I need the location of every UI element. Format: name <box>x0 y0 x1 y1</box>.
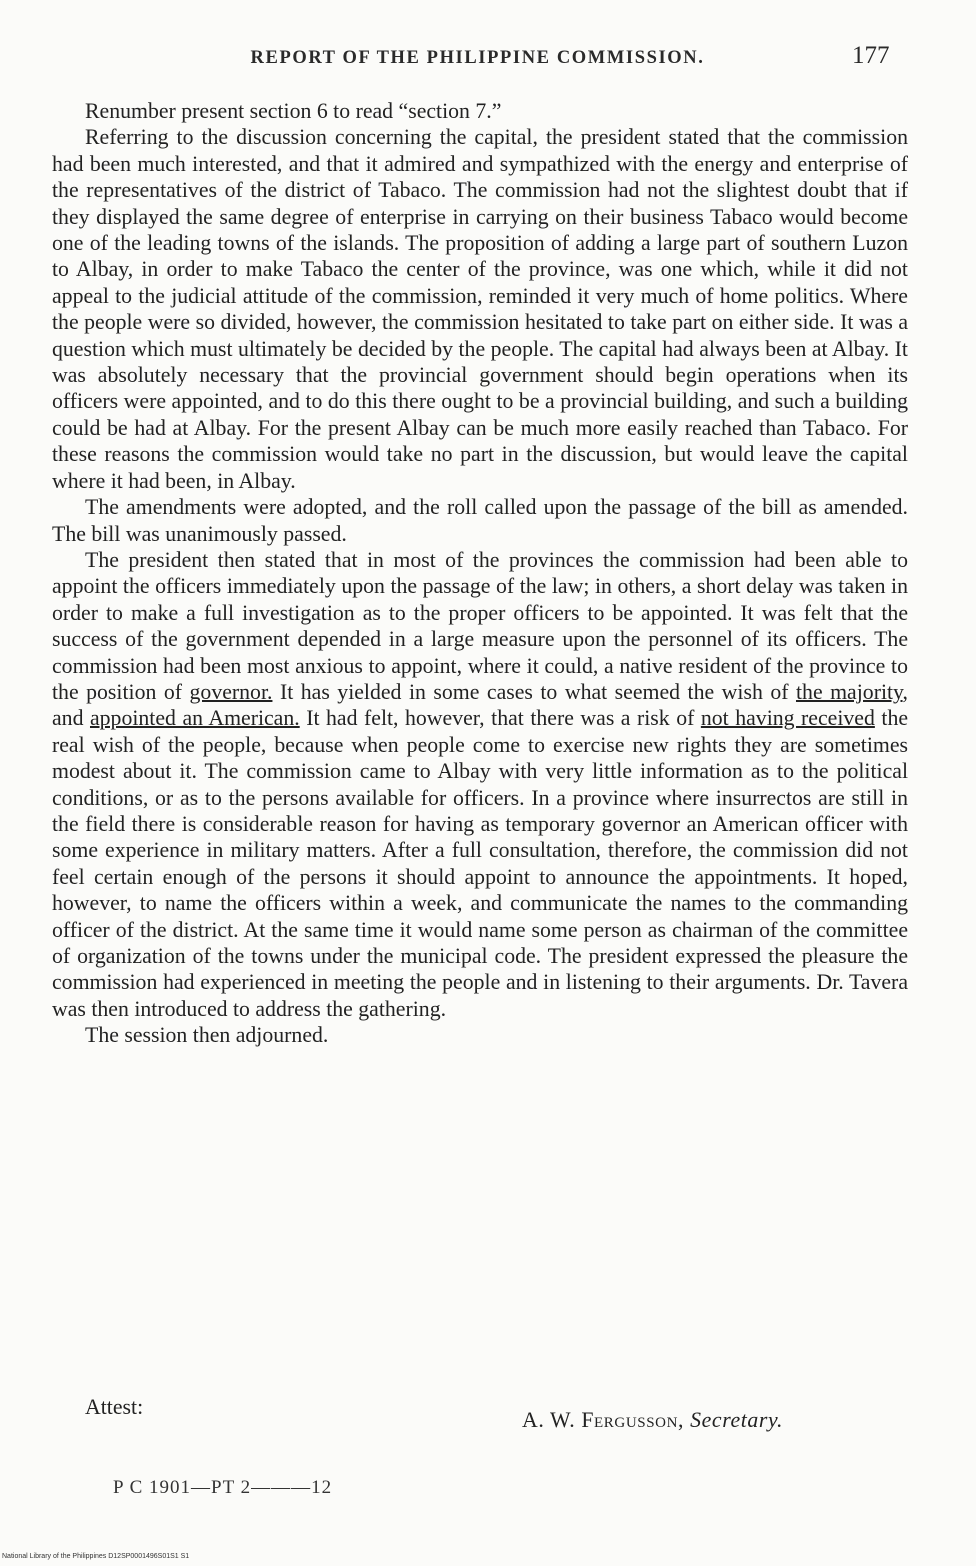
paragraph-president-text-3: , and <box>52 679 908 731</box>
library-footer: National Library of the Philippines D12SP0001496S01S1 S1 <box>2 1553 190 1560</box>
underlined-governor: governor. <box>189 679 273 704</box>
page-number: 177 <box>852 42 890 69</box>
paragraph-president <box>52 547 908 1022</box>
paragraph-president-text-1: The president then stated that in most of the provinces the commission had been able to appoint the officers immediately upon the passage of the law; in others, a short delay was taken in order to make a full investigation as to the proper officers to be appointed. It was felt that the success of the government depended in a large measure upon the personnel of its officers. The commission had been most anxious to appoint, where it could, a native resident of the province to the position of <box>52 547 908 704</box>
running-title: REPORT OF THE PHILIPPINE COMMISSION. <box>250 48 705 68</box>
printer-signature-mark: P C 1901—PT 2———12 <box>113 1477 333 1498</box>
paragraph-president-text-5: the real wish of the people, because when people come to exercise new rights they are sometimes modest about it. The commission came to Albay with very little information as to the political conditions, or as to the persons available for officers. In a province where insurrectos are still in the field there is considerable reason for having as temporary governor an American officer with some experience in military matters. After a full consultation, therefore, the commission did not feel certain enough of the persons it should appoint to announce the appointments. It hoped, however, to name the officers within a week, and communicate the names to the commanding officer of the district. At the same time it would name some person as chairman of the committee of organization of the towns under the municipal code. The president expressed the pleasure the commission had experienced in meeting the people and in listening to their arguments. Dr. Tavera was then introduced to address the gathering. <box>52 706 909 1021</box>
underlined-not-having-received: not having received <box>700 706 875 731</box>
paragraph-president-text-2: It has yielded in some cases to what seemed the wish of <box>272 679 796 704</box>
paragraph-amendments: The amendments were adopted, and the roll called upon the passage of the bill as amended. The bill was unanimously passed. <box>52 495 908 546</box>
paragraph-adjourned: The session then adjourned. <box>85 1023 329 1048</box>
signatory-title: Secretary. <box>690 1408 784 1432</box>
signature <box>522 1408 783 1433</box>
paragraph-renumber: Renumber present section 6 to read “section 7.” <box>85 99 502 123</box>
underlined-the-majority: the majority <box>795 679 903 704</box>
body-text <box>52 98 908 1049</box>
underlined-appointed-an-american: appointed an American. <box>89 706 300 731</box>
attest-label: Attest: <box>85 1395 144 1419</box>
paragraph-president-text-4: It had felt, however, that there was a risk of <box>299 706 701 731</box>
signatory-name: A. W. Fergusson, <box>522 1408 685 1432</box>
paragraph-capital: Referring to the discussion concerning the capital, the president stated that the commission had been much interested, and that it admired and sympathized with the energy and enterprise of the representatives of the district of Tabaco. The commission had not the slightest doubt that if they displayed the same degree of enterprise in carrying on their business Tabaco would become one of the leading towns of the islands. The proposition of adding a large part of southern Luzon to Albay, in order to make Tabaco the center of the province, was one which, while it did not appeal to the judicial attitude of the commission, reminded it very much of home politics. Where the people were so divided, however, the commission hesitated to take part on either side. It was a question which must ultimately be decided by the people. The capital had always been at Albay. It was absolutely necessary that the provincial government should begin operations when its officers were appointed, and to do this there ought to be a provincial building, and such a building could be had at Albay. For the present Albay can be much more easily reached than Tabaco. For these reasons the commission would take no part in the discussion, but would leave the capital where it had been, in Albay. <box>52 125 908 493</box>
attestation <box>85 1395 910 1435</box>
